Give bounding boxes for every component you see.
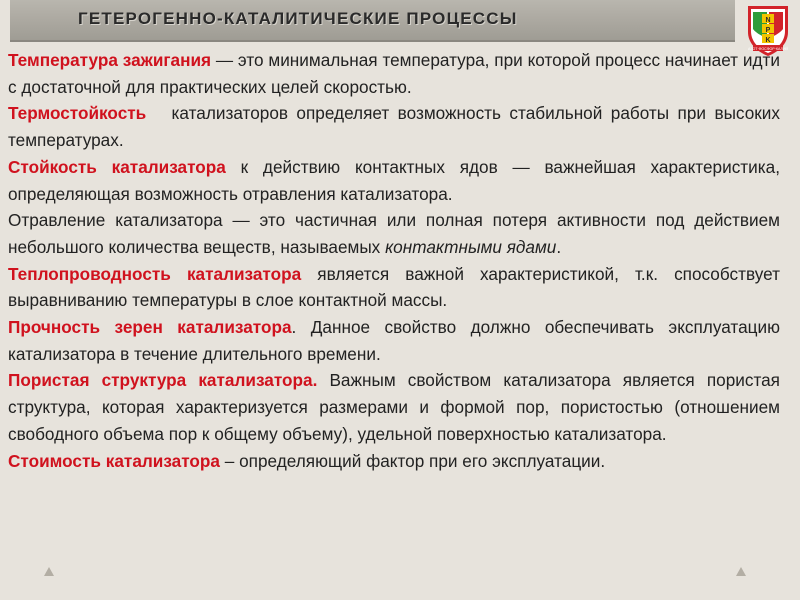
paragraph-text: является важной характеристикой, т.к. способствует выравниванию температуры в слое контактной массы. [8, 263, 780, 311]
term-label: Прочность зерен катализатора [8, 317, 292, 338]
slide-title: ГЕТЕРОГЕННО-КАТАЛИТИЧЕСКИЕ ПРОЦЕССЫ [78, 9, 518, 28]
term-label: Стойкость катализатора [8, 156, 226, 177]
paragraph-text: к действию контактных ядов — важнейшая характеристика, определяющая возможность отравления катализатора. [8, 156, 780, 204]
paragraph-thermal-stability [8, 100, 785, 153]
paragraph-text: – определяющий фактор при его эксплуатации. [220, 450, 606, 471]
paragraph-text: — это минимальная температура, при которой процесс начинает идти с достаточной для практических целей скоростью. [8, 50, 780, 97]
term-label: Температура зажигания [8, 50, 212, 70]
paragraph-catalyst-poisoning [8, 207, 780, 260]
term-label: Стоимость катализатора [8, 450, 220, 471]
paragraph-catalyst-cost [8, 448, 780, 475]
term-label: Пористая структура катализатора. [8, 370, 318, 391]
emblem-caption: АЗОТ·ФОСФОР·КАЛИЙ [747, 46, 789, 51]
paragraph-thermal-conductivity [8, 261, 780, 314]
definitions-text [8, 47, 785, 474]
paragraph-ignition-temperature [8, 47, 780, 100]
term-label: Теплопроводность катализатора [8, 263, 302, 284]
emblem-letter-n: N [765, 17, 771, 24]
paragraph-text: Важным свойством катализатора является пористая структура, которая характеризуется размерами и формой пор, пористостью (отношением свободного объема пор к общему объему), удельной поверхностью катализатора. [8, 370, 780, 444]
next-slide-icon[interactable] [736, 567, 746, 576]
paragraph-tail: . [556, 236, 562, 257]
emblem-letter-p: P [765, 27, 771, 34]
contact-poisons-term: контактными ядами [385, 236, 557, 257]
paragraph-text: Отравление катализатора — это частичная или полная потеря активности под действием небольшого количества веществ, называемых [8, 210, 780, 257]
header-bar [10, 0, 735, 42]
previous-slide-icon[interactable] [44, 567, 54, 576]
paragraph-catalyst-resistance [8, 154, 780, 207]
paragraph-grain-strength [8, 314, 780, 367]
emblem-letter-k: K [765, 37, 771, 44]
term-label: Термостойкость [8, 103, 147, 124]
paragraph-text: катализаторов определяет возможность стабильной работы при высоких температурах. [8, 103, 785, 151]
paragraph-text: . Данное свойство должно обеспечивать эксплуатацию катализатора в течение длительного времени. [8, 317, 780, 364]
paragraph-porous-structure [8, 367, 780, 447]
